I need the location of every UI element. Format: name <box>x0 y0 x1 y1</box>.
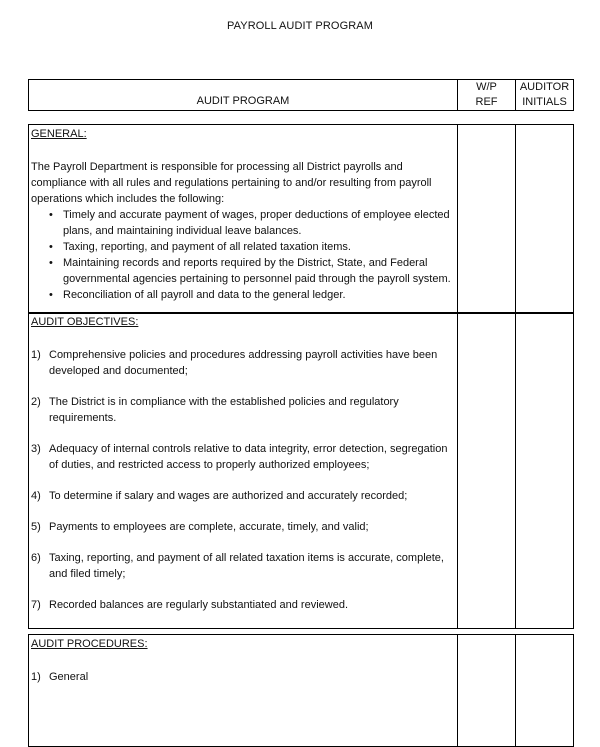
bullet-text: Reconciliation of all payroll and data to the general ledger. <box>63 289 346 301</box>
list-item <box>31 669 453 685</box>
objectives-list <box>31 347 453 613</box>
general-row <box>29 125 574 314</box>
item-text: Adequacy of internal controls relative to data integrity, error detection, segregation of duties, and restricted access to properly authorized employees; <box>49 443 448 471</box>
auditor-initials-header <box>516 80 574 111</box>
bullet-text: Taxing, reporting, and payment of all related taxation items. <box>63 241 351 253</box>
general-heading: GENERAL: <box>31 128 87 140</box>
item-text: Recorded balances are regularly substantiated and reviewed. <box>49 599 349 611</box>
header-table <box>28 79 574 111</box>
procedures-heading: AUDIT PROCEDURES: <box>31 638 148 650</box>
item-text: Taxing, reporting, and payment of all related taxation items is accurate, complete, and filed timely; <box>49 552 444 580</box>
item-number: 3) <box>31 443 41 455</box>
general-bullet-list <box>31 207 453 303</box>
header-row <box>29 80 574 111</box>
general-section-table <box>28 124 574 314</box>
objectives-heading: AUDIT OBJECTIVES: <box>31 316 139 328</box>
list-item <box>31 597 453 613</box>
general-section <box>29 125 458 314</box>
objectives-section <box>29 313 458 629</box>
bullet-glyph: • <box>49 257 53 269</box>
list-item <box>31 255 453 287</box>
list-item <box>31 287 453 303</box>
general-intro: The Payroll Department is responsible for processing all District payrolls and compliance with all rules and regulations pertaining to and/or resulting from payroll operations which includes the following: <box>31 161 432 205</box>
bullet-glyph: • <box>49 209 53 221</box>
item-number: 1) <box>31 349 41 361</box>
objectives-wp-ref-cell[interactable] <box>458 313 516 629</box>
item-text: Payments to employees are complete, accurate, timely, and valid; <box>49 521 369 533</box>
bullet-glyph: • <box>49 289 53 301</box>
procedures-section-table <box>28 634 574 747</box>
objectives-auditor-initials-cell[interactable] <box>516 313 574 629</box>
list-item <box>31 441 453 473</box>
item-number: 5) <box>31 521 41 533</box>
list-item <box>31 239 453 255</box>
general-auditor-initials-cell[interactable] <box>516 125 574 314</box>
item-number: 4) <box>31 490 41 502</box>
bullet-text: Maintaining records and reports required by the District, State, and Federal governmental agencies pertaining to personnel paid through the payroll system. <box>63 257 451 285</box>
item-text: To determine if salary and wages are authorized and accurately recorded; <box>49 490 408 502</box>
item-text: Comprehensive policies and procedures addressing payroll activities have been developed and documented; <box>49 349 438 377</box>
auditor-initials-line1: AUDITOR <box>519 81 570 93</box>
list-item <box>31 519 453 535</box>
page-title: PAYROLL AUDIT PROGRAM <box>227 20 373 32</box>
auditor-initials-line2: INITIALS <box>522 96 567 108</box>
list-item <box>31 347 453 379</box>
bullet-glyph: • <box>49 241 53 253</box>
objectives-section-table <box>28 312 574 629</box>
wp-ref-header <box>458 80 516 111</box>
item-number: 2) <box>31 396 41 408</box>
list-item <box>31 488 453 504</box>
item-number: 1) <box>31 671 41 683</box>
bullet-text: Timely and accurate payment of wages, proper deductions of employee elected plans, and maintaining individual leave balances. <box>63 209 450 237</box>
objectives-row <box>29 313 574 629</box>
list-item <box>31 550 453 582</box>
audit-program-label: AUDIT PROGRAM <box>196 95 290 107</box>
general-wp-ref-cell[interactable] <box>458 125 516 314</box>
list-item <box>31 207 453 239</box>
item-number: 7) <box>31 599 41 611</box>
item-text: The District is in compliance with the established policies and regulatory requirements. <box>49 396 399 424</box>
audit-program-header <box>29 80 458 111</box>
item-number: 6) <box>31 552 41 564</box>
wp-ref-line1: W/P <box>476 81 497 93</box>
list-item <box>31 394 453 426</box>
wp-ref-line2: REF <box>475 96 498 108</box>
item-text: General <box>49 671 89 683</box>
